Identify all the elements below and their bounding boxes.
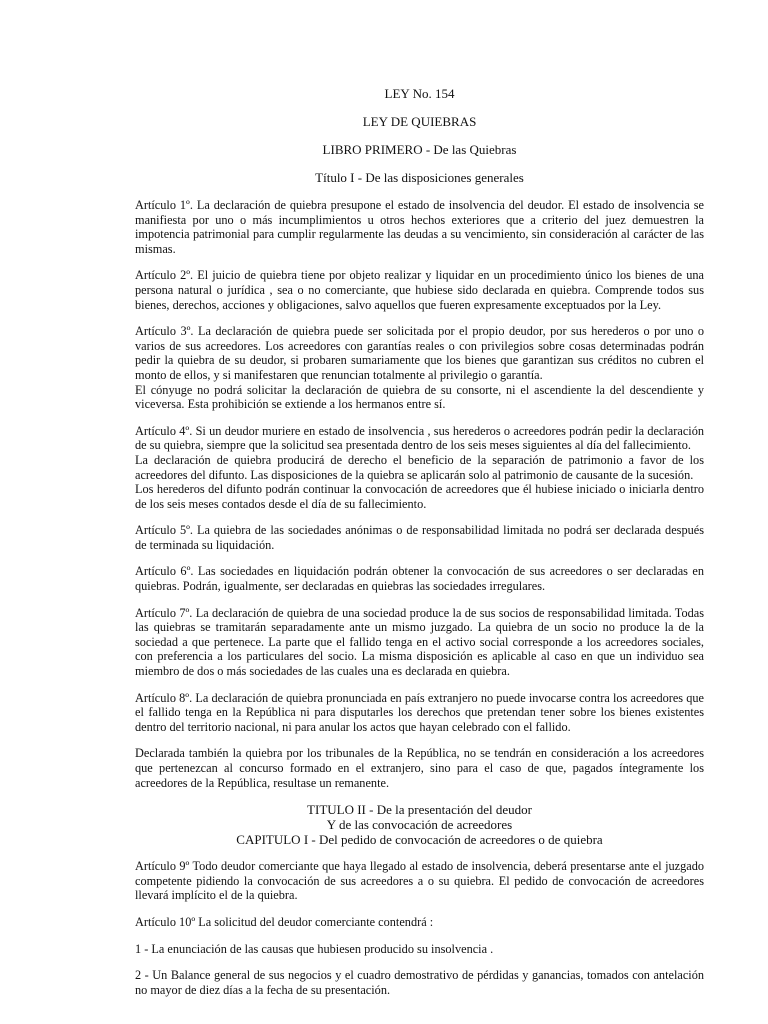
law-title: LEY DE QUIEBRAS [362,114,477,129]
title-2-line-1: TITULO II - De la presentación del deudor [307,802,532,818]
article-7: Artículo 7º. La declaración de quiebra de una sociedad produce la de sus socios de responsabilidad limitada. Todas las quiebras se tramitarán separadamente ante un mismo juzgado. La quiebra de un socio no produce la de la sociedad a que pertenece. La parte que el fallido tenga en el activo social corresponde a los acreedores sociales, con preferencia a los particulares del socio. La misma disposición es aplicable al caso en que un individuo sea miembro de dos o más sociedades de las cuales una es declarada en quiebra. [135,605,704,679]
article-4-p2: La declaración de quiebra producirá de derecho el beneficio de la separación de patrimonio a favor de los acreedores del difunto. Las disposiciones de la quiebra se aplicarán solo al patrimonio de causante de la sucesión. [135,452,704,482]
title-2-heading [135,802,704,847]
article-4-p1: Artículo 4º. Si un deudor muriere en estado de insolvencia , sus herederos o acreedores podrán pedir la declaración de su quiebra, siempre que la solicitud sea presentada dentro de los seis meses siguientes al día del fallecimiento. [135,423,704,453]
list-item-2: 2 - Un Balance general de sus negocios y el cuadro demostrativo de pérdidas y ganancias, tomados con antelación no mayor de diez días a la fecha de su presentación. [135,968,704,997]
article-3 [135,324,704,412]
article-4-p3: Los herederos del difunto podrán continuar la convocación de acreedores que él hubiese iniciado o iniciarla dentro de los seis meses contados desde el día de su fallecimiento. [135,482,704,511]
title-2-line-2: Y de las convocación de acreedores [326,817,513,833]
list-item-1: 1 - La enunciación de las causas que hubiesen producido su insolvencia . [135,941,494,956]
law-number: LEY No. 154 [384,86,455,101]
article-9: Artículo 9º Todo deudor comerciante que haya llegado al estado de insolvencia, deberá presentarse ante el juzgado competente pidiendo la convocación de sus acreedores a o su quiebra. El pedido de convocación de acreedores llevará implícito el de la quiebra. [135,859,704,903]
book-heading: LIBRO PRIMERO - De las Quiebras [322,142,517,157]
article-3-p2: El cónyuge no podrá solicitar la declaración de quiebra de su consorte, ni el ascendiente la del descendiente y viceversa. Esta prohibición se extiende a los hermanos entre sí. [135,382,704,412]
article-1: Artículo 1º. La declaración de quiebra presupone el estado de insolvencia del deudor. El estado de insolvencia se manifiesta por uno o más incumplimientos u otros hechos exteriores que a criterio del juez demuestren la impotencia patrimonial para cumplir regularmente las deudas a su vencimiento, sin consideración al carácter de las mismas. [135,198,704,256]
paragraph-declarada: Declarada también la quiebra por los tribunales de la República, no se tendrán en consideración a los acreedores que pertenezcan al concurso formado en el extranjero, sino para el caso de que, pagados íntegramente los acreedores de la República, resultase un remanente. [135,746,704,790]
article-8: Artículo 8º. La declaración de quiebra pronunciada en país extranjero no puede invocarse contra los acreedores que el fallido tenga en la República ni para disputarles los derechos que pretendan tener sobre los bienes existentes dentro del territorio nacional, ni para anular los actos que hayan celebrado con el fallido. [135,690,704,734]
article-4 [135,424,704,512]
article-3-p1: Artículo 3º. La declaración de quiebra puede ser solicitada por el propio deudor, por sus herederos o por uno o varios de sus acreedores. Los acreedores con garantías reales o con privilegios sobre cosas determinadas podrán pedir la quiebra de su deudor, si probaren sumariamente que los bienes que garantizan sus créditos no cubren el monto de ellos, y si manifestaren que renuncian totalmente al privilegio o garantía. [135,324,704,382]
article-5: Artículo 5º. La quiebra de las sociedades anónimas o de responsabilidad limitada no podrá ser declarada después de terminada su liquidación. [135,523,704,552]
chapter-1-heading: CAPITULO I - Del pedido de convocación de acreedores o de quiebra [236,832,603,848]
title-heading: Título I - De las disposiciones generales [315,170,524,185]
article-2: Artículo 2º. El juicio de quiebra tiene por objeto realizar y liquidar en un procedimiento único los bienes de una persona natural o jurídica , sea o no comerciante, que hubiese sido declarada en quiebra. Comprende todos sus bienes, derechos, acciones y obligaciones, salvo aquellos que fueren expresamente exceptuados por la Ley. [135,268,704,312]
article-6: Artículo 6º. Las sociedades en liquidación podrán obtener la convocación de sus acreedores o ser declaradas en quiebras. Podrán, igualmente, ser declaradas en quiebras las sociedades irregulares. [135,564,704,594]
article-10: Artículo 10º La solicitud del deudor comerciante contendrá : [135,914,434,929]
